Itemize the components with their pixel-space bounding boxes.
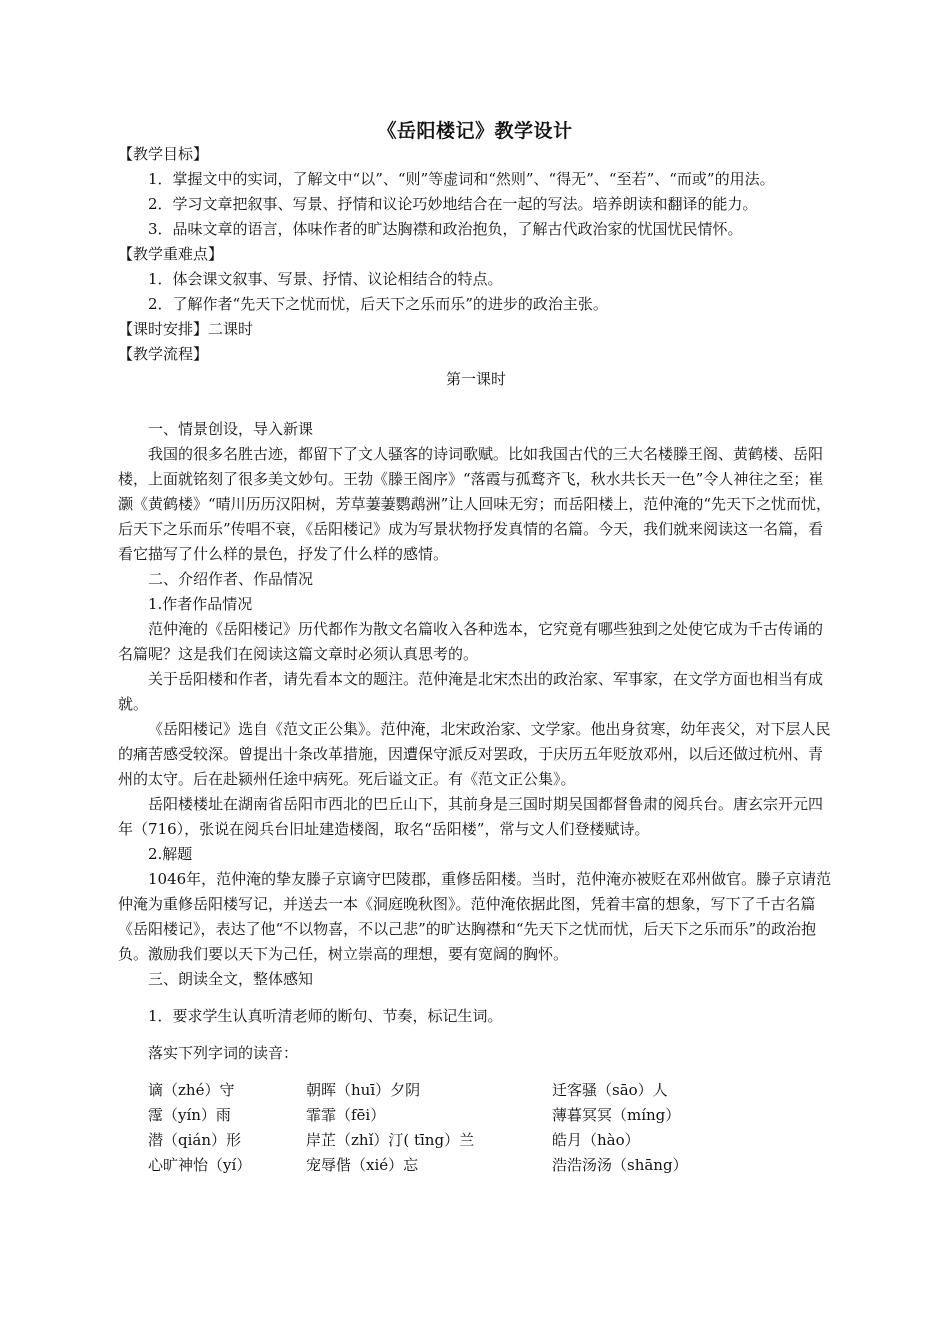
paragraph: 《岳阳楼记》选自《范文正公集》。范仲淹，北宋政治家、文学家。他出身贫寒，幼年丧父，对下层人民的痛苦感受较深。曾提出十条改革措施，因遭保守派反对罢政，于庆历五年贬放邓州，以后还做过杭州、青州的太守。后在赴颍州任途中病死。死后谥文正。有《范文正公集》。	[118, 720, 831, 788]
sub-heading: 1.作者作品情况	[148, 595, 253, 613]
pinyin-cell: 谪（zhé）守	[148, 1081, 235, 1099]
pinyin-cell: 薄暮冥冥（míng）	[552, 1106, 681, 1124]
sub-heading: 2.解题	[148, 845, 193, 863]
pinyin-cell: 霏霏（fēi）	[306, 1106, 386, 1124]
pinyin-cell: 迁客骚（sāo）人	[552, 1081, 668, 1099]
spacer	[118, 1066, 834, 1078]
pinyin-cell: 霪（yín）雨	[148, 1106, 231, 1124]
document-title: 《岳阳楼记》教学设计	[377, 120, 573, 142]
table-row	[148, 1103, 688, 1128]
spacer	[118, 392, 834, 417]
lesson-title: 第一课时	[445, 370, 506, 388]
section-heading: 一、情景创设，导入新课	[148, 420, 314, 438]
spacer	[118, 1029, 834, 1041]
spacer	[118, 992, 834, 1004]
pinyin-table	[148, 1078, 688, 1178]
flow-header: 【教学流程】	[118, 345, 209, 363]
paragraph: 1046年，范仲淹的挚友滕子京谪守巴陵郡，重修岳阳楼。当时，范仲淹亦被贬在邓州做官。滕子京请范仲淹为重修岳阳楼写记，并送去一本《洞庭晚秋图》。范仲淹依据此图，凭着丰富的想象，写下了千古名篇《岳阳楼记》，表达了他“不以物喜，不以己悲”的旷达胸襟和“先天下之忧而忧，后天下之乐而乐”的政治抱负。激励我们要以天下为己任，树立崇高的理想，要有宽阔的胸怀。	[118, 870, 832, 963]
pinyin-cell: 心旷神怡（yí）	[148, 1156, 252, 1174]
goal-item: 2．学习文章把叙事、写景、抒情和议论巧妙地结合在一起的写法。培养朗读和翻译的能力。	[148, 195, 758, 213]
table-row	[148, 1128, 688, 1153]
key-points-header: 【教学重难点】	[118, 245, 224, 263]
paragraph: 范仲淹的《岳阳楼记》历代都作为散文名篇收入各种选本，它究竟有哪些独到之处使它成为千古传诵的名篇呢？这是我们在阅读这篇文章时必须认真思考的。	[118, 620, 824, 663]
pinyin-cell: 皓月（hào）	[552, 1131, 640, 1149]
pinyin-cell: 浩浩汤汤（shāng）	[552, 1156, 688, 1174]
section-heading: 二、介绍作者、作品情况	[148, 570, 314, 588]
section-heading: 三、朗读全文，整体感知	[148, 970, 314, 988]
key-point-item: 2．了解作者“先天下之忧而忧，后天下之乐而乐”的进步的政治主张。	[148, 295, 608, 313]
schedule-line: 【课时安排】二课时	[118, 320, 254, 338]
pinyin-cell: 岸芷（zhǐ）汀( tīng）兰	[306, 1131, 475, 1149]
pinyin-cell: 朝晖（huī）夕阴	[306, 1081, 421, 1099]
paragraph: 岳阳楼楼址在湖南省岳阳市西北的巴丘山下，其前身是三国时期吴国都督鲁肃的阅兵台。唐玄宗开元四年（716），张说在阅兵台旧址建造楼阁，取名“岳阳楼”，常与文人们登楼赋诗。	[118, 795, 824, 838]
table-row	[148, 1153, 688, 1178]
goal-item: 1．掌握文中的实词，了解文中“以”、“则”等虚词和“然则”、“得无”、“至若”、“而或”的用法。	[148, 170, 775, 188]
pinyin-cell: 宠辱偕（xié）忘	[306, 1156, 419, 1174]
goals-header: 【教学目标】	[118, 145, 209, 163]
paragraph: 落实下列字词的读音：	[148, 1044, 299, 1062]
document-body	[118, 142, 834, 1178]
pinyin-cell: 潜（qián）形	[148, 1131, 242, 1149]
paragraph: 1．要求学生认真听清老师的断句、节奏，标记生词。	[148, 1007, 503, 1025]
paragraph: 关于岳阳楼和作者，请先看本文的题注。范仲淹是北宋杰出的政治家、军事家，在文学方面也相当有成就。	[118, 670, 824, 713]
table-row	[148, 1078, 688, 1103]
paragraph: 我国的很多名胜古迹，都留下了文人骚客的诗词歌赋。比如我国古代的三大名楼滕王阁、黄鹤楼、岳阳楼，上面就铭刻了很多美文妙句。王勃《滕王阁序》“落霞与孤鹜齐飞，秋水共长天一色”令人神往之至；崔灏《黄鹤楼》“晴川历历汉阳树，芳草萋萋鹦鹉洲”让人回味无穷；而岳阳楼上，范仲淹的“先天下之忧而忧，后天下之乐而乐”传唱不衰，《岳阳楼记》成为写景状物抒发真情的名篇。今天，我们就来阅读这一名篇，看看它描写了什么样的景色，抒发了什么样的感情。	[118, 445, 832, 563]
key-point-item: 1．体会课文叙事、写景、抒情、议论相结合的特点。	[148, 270, 503, 288]
goal-item: 3．品味文章的语言，体味作者的旷达胸襟和政治抱负，了解古代政治家的忧国忧民情怀。	[148, 220, 743, 238]
